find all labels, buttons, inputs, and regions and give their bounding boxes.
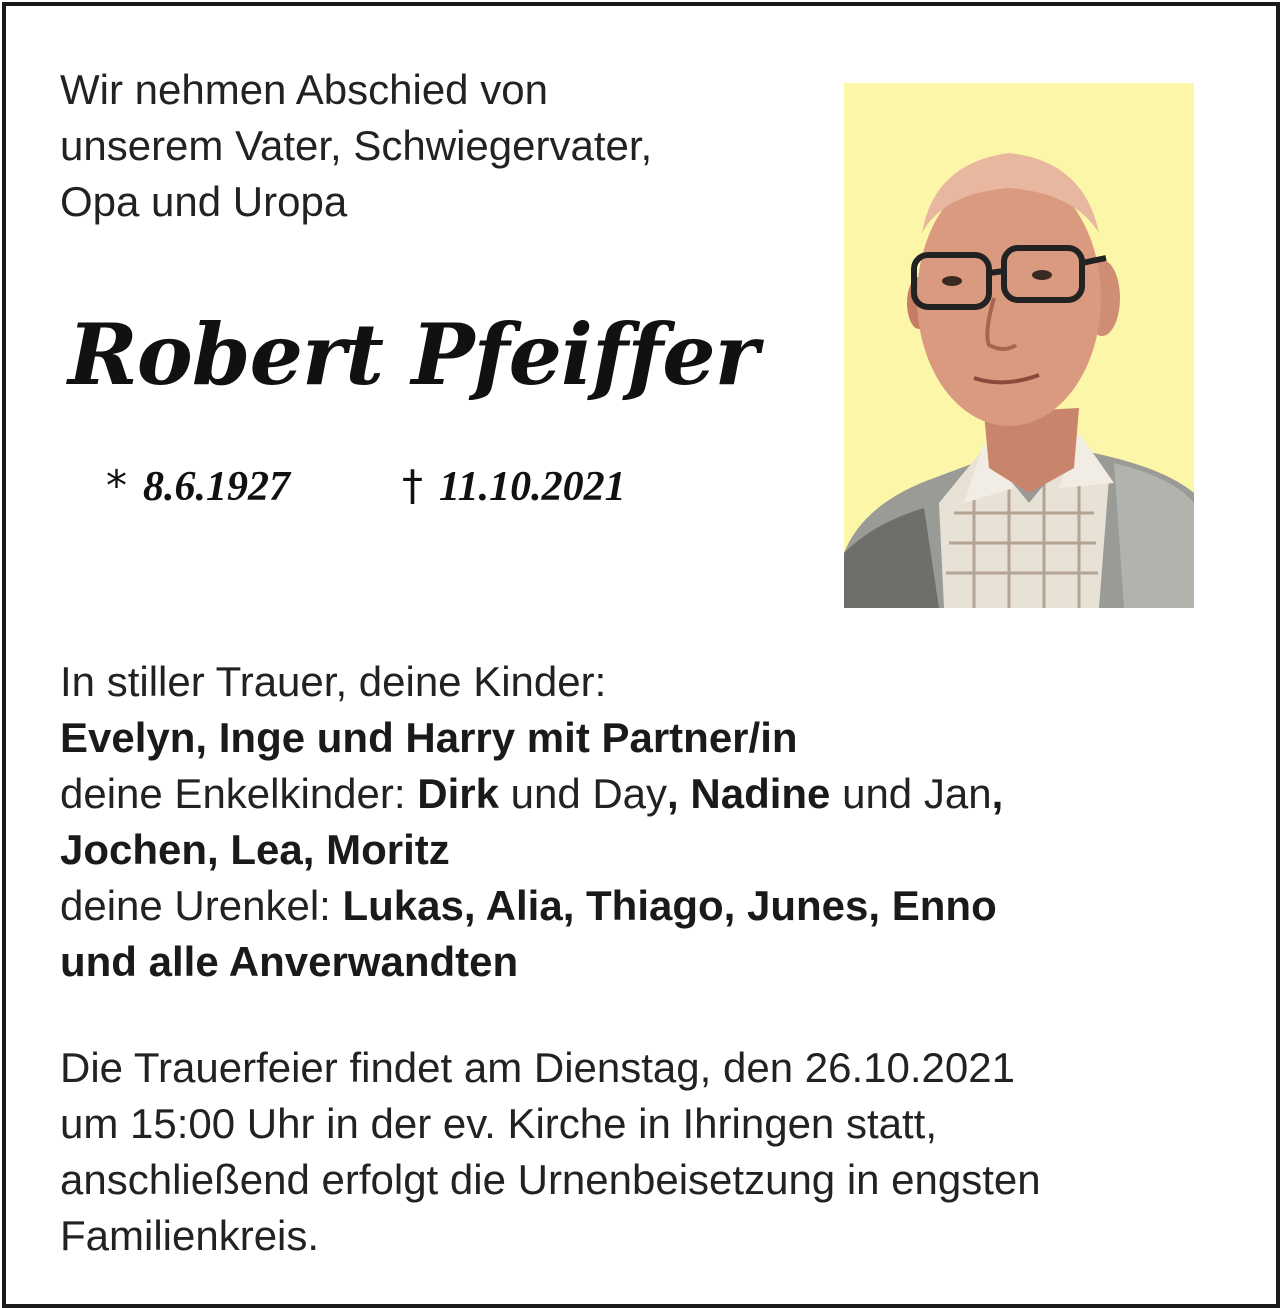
service-line: anschließend erfolgt die Urnenbeisetzung in engsten bbox=[60, 1156, 1041, 1203]
grandchildren-label: deine Enkelkinder: bbox=[60, 770, 418, 817]
partner-name: und Jan bbox=[830, 770, 992, 817]
children-names: Evelyn, Inge und Harry mit Partner/in bbox=[60, 714, 798, 761]
mourners-text bbox=[60, 654, 1003, 990]
grandchildren-line bbox=[60, 766, 1003, 822]
portrait-photo bbox=[844, 83, 1194, 608]
death-cross-icon: † bbox=[402, 461, 423, 510]
partner-name: und Day bbox=[498, 770, 668, 817]
deceased-name: Robert Pfeiffer bbox=[68, 305, 758, 404]
mourners-intro: In stiller Trauer, deine Kinder: bbox=[60, 658, 607, 705]
great-grandchildren-label: deine Urenkel: bbox=[60, 882, 343, 929]
grandchildren-names: Jochen, Lea, Moritz bbox=[60, 826, 450, 873]
birth-date-block bbox=[106, 458, 290, 515]
grandchild-name: Dirk bbox=[417, 770, 499, 817]
death-date-block bbox=[402, 458, 626, 515]
service-info bbox=[60, 1040, 1041, 1264]
intro-line: unserem Vater, Schwiegervater, bbox=[60, 122, 653, 169]
intro-text bbox=[60, 62, 652, 230]
grandchild-name: Nadine bbox=[690, 770, 831, 817]
separator: , bbox=[667, 770, 691, 817]
service-line: um 15:00 Uhr in der ev. Kirche in Ihringen statt, bbox=[60, 1100, 937, 1147]
birth-star-icon: * bbox=[106, 461, 127, 510]
intro-line: Wir nehmen Abschied von bbox=[60, 66, 548, 113]
relatives-line: und alle Anverwandten bbox=[60, 938, 519, 985]
birth-date: 8.6.1927 bbox=[143, 464, 290, 510]
portrait-illustration bbox=[844, 83, 1194, 608]
death-date: 11.10.2021 bbox=[439, 464, 626, 510]
separator: , bbox=[991, 770, 1004, 817]
service-line: Die Trauerfeier findet am Dienstag, den 26.10.2021 bbox=[60, 1044, 1015, 1091]
obituary-frame bbox=[2, 2, 1280, 1308]
great-grandchildren-line bbox=[60, 878, 1003, 934]
service-line: Familienkreis. bbox=[60, 1212, 320, 1259]
intro-line: Opa und Uropa bbox=[60, 178, 348, 225]
great-grandchildren-names: Lukas, Alia, Thiago, Junes, Enno bbox=[342, 882, 997, 929]
